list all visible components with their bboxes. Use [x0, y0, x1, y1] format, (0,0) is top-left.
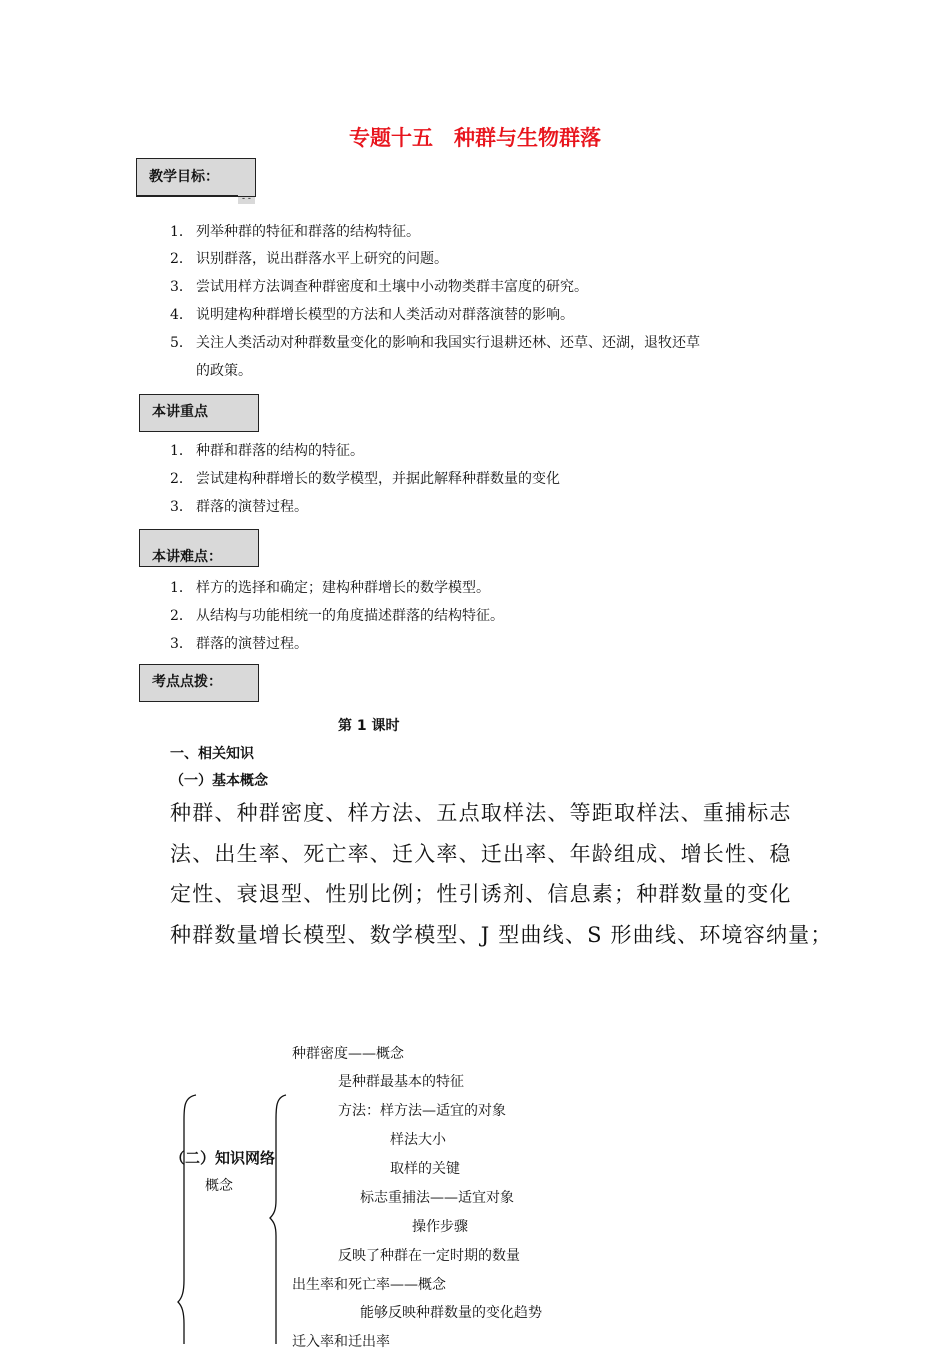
network-line: 能够反映种群数量的变化趋势 — [360, 1305, 542, 1321]
list-item: 1． 种群和群落的结构的特征。 — [170, 443, 364, 459]
network-line: 样法大小 — [390, 1132, 446, 1148]
list-item: 3． 群落的演替过程。 — [170, 499, 308, 515]
network-line: 方法：样方法—适宜的对象 — [338, 1103, 506, 1119]
network-line: 操作步骤 — [412, 1219, 468, 1235]
network-label: 概念 — [205, 1178, 233, 1194]
objectives-marker: - - — [238, 194, 255, 204]
list-item: 2． 识别群落，说出群落水平上研究的问题。 — [170, 251, 448, 267]
concept-line: 种群数量增长模型、数学模型、J 型曲线、S 形曲线、环境容纳量； — [170, 923, 833, 947]
list-item: 2． 尝试建构种群增长的数学模型，并据此解释种群数量的变化 — [170, 471, 560, 487]
list-item: 3． 尝试用样方法调查种群密度和土壤中小动物类群丰富度的研究。 — [170, 279, 588, 295]
network-line: 取样的关键 — [390, 1161, 460, 1177]
network-heading: （二）知识网络 — [170, 1149, 276, 1167]
network-line: 出生率和死亡率——概念 — [292, 1277, 446, 1293]
list-item: 1． 样方的选择和确定；建构种群增长的数学模型。 — [170, 580, 490, 596]
list-item: 3． 群落的演替过程。 — [170, 636, 308, 652]
concept-line: 法、出生率、死亡率、迁入率、迁出率、年龄组成、增长性、稳 — [170, 842, 792, 866]
network-line: 迁入率和迁出率 — [292, 1334, 390, 1350]
concept-line: 种群、种群密度、样方法、五点取样法、等距取样法、重捕标志 — [170, 801, 792, 825]
lesson-label: 第 1 课时 — [338, 718, 400, 734]
list-item-continuation: 的政策。 — [196, 363, 252, 379]
section-heading: 一、相关知识 — [170, 746, 254, 762]
list-item: 2． 从结构与功能相统一的角度描述群落的结构特征。 — [170, 608, 504, 624]
subsection-heading: （一）基本概念 — [170, 773, 268, 789]
inner-brace — [270, 1095, 286, 1344]
list-item: 4． 说明建构种群增长模型的方法和人类活动对群落演替的影响。 — [170, 307, 574, 323]
network-line: 标志重捕法——适宜对象 — [360, 1190, 514, 1206]
difficulties-heading: 本讲难点： — [152, 549, 222, 565]
objectives-heading: 教学目标： — [149, 169, 219, 185]
network-line: 反映了种群在一定时期的数量 — [338, 1248, 520, 1264]
key-points-heading: 本讲重点 — [152, 404, 208, 420]
network-line: 是种群最基本的特征 — [338, 1074, 464, 1090]
exam-points-heading: 考点点拨： — [152, 674, 222, 690]
list-item: 5． 关注人类活动对种群数量变化的影响和我国实行退耕还林、还草、还湖，退牧还草 — [170, 335, 700, 351]
outer-brace — [178, 1095, 196, 1344]
network-line: 种群密度——概念 — [292, 1046, 404, 1062]
concept-line: 定性、衰退型、性别比例；性引诱剂、信息素；种群数量的变化 — [170, 882, 792, 906]
list-item: 1． 列举种群的特征和群落的结构特征。 — [170, 224, 420, 240]
page-title: 专题十五 种群与生物群落 — [349, 126, 601, 150]
